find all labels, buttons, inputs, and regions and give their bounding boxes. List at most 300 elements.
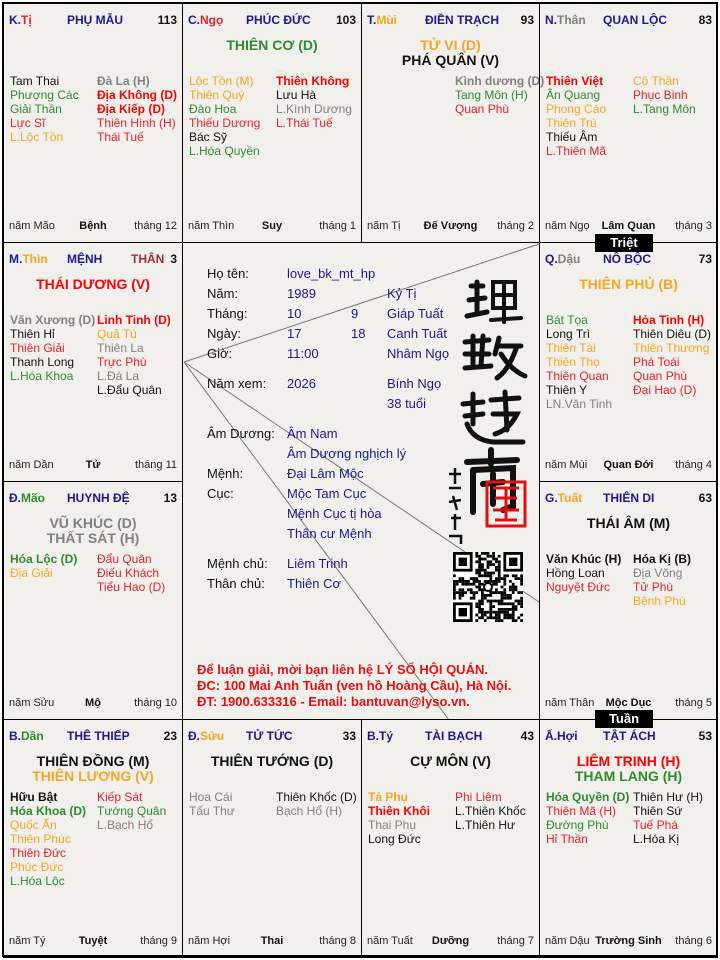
stars-right: [276, 74, 352, 130]
palace-5[interactable]: [3, 242, 183, 482]
star: Đường Phù: [546, 818, 609, 832]
main-star: CỰ MÔN (V): [410, 753, 491, 769]
star: Quan Phù: [455, 102, 510, 116]
palace-header: [188, 13, 356, 27]
day-lunar: 18: [351, 326, 366, 341]
palace-stem: T.: [367, 13, 377, 27]
stars-right: [633, 74, 696, 116]
palace-phase: Mộc Dục: [605, 697, 652, 709]
star: Hóa Kị (B): [633, 552, 691, 566]
palace-age: 103: [335, 13, 356, 27]
stars-right: [455, 74, 544, 116]
palace-footer: [188, 220, 356, 234]
palace-age: 53: [698, 729, 712, 743]
star: Bát Tọa: [546, 313, 588, 327]
name-label: Họ tên:: [207, 266, 249, 281]
palace-header: [545, 252, 712, 266]
main-stars: [183, 754, 361, 769]
than-chu-label: Thân chủ:: [207, 576, 265, 591]
star: Bệnh Phù: [633, 594, 686, 608]
star: Thiên Giải: [10, 341, 65, 355]
star: Quan Phù: [633, 369, 688, 383]
star: Lực Sĩ: [10, 116, 46, 130]
month-can-chi: Giáp Tuất: [387, 306, 444, 321]
palace-phase: Tuyệt: [78, 935, 108, 947]
star: Tang Môn (H): [455, 88, 528, 102]
star: Thiên Hỉ: [10, 327, 55, 341]
palace-branch: Dậu: [557, 252, 581, 266]
palace-7[interactable]: [3, 481, 183, 720]
palace-name: THIÊN DI: [603, 491, 655, 505]
stars-left: [189, 74, 260, 158]
stars-right: [276, 790, 357, 818]
palace-name: THÊ THIẾP: [67, 729, 130, 743]
star: Thiên Thọ: [546, 355, 600, 369]
palace-year: năm Mão: [9, 220, 55, 232]
hour-label: Giờ:: [207, 346, 233, 361]
palace-header: [9, 13, 177, 27]
star: Thái Tuế: [97, 130, 144, 144]
palace-header: [188, 729, 356, 743]
than-marker: THÂN: [131, 252, 165, 266]
star: Giải Thần: [10, 102, 62, 116]
main-stars: [4, 516, 182, 546]
star: Bác Sỹ: [189, 130, 228, 144]
star: Hữu Bật: [10, 790, 58, 804]
view-year-label: Năm xem:: [207, 376, 267, 391]
palace-phase: Bệnh: [79, 220, 107, 232]
palace-year: năm Thân: [545, 697, 595, 709]
palace-branch: Tý: [379, 729, 394, 743]
palace-age: 23: [163, 729, 177, 743]
star: Điếu Khách: [97, 566, 160, 580]
star: L.Hóa Quyền: [189, 144, 260, 158]
star: L.Bạch Hổ: [97, 818, 154, 832]
star: Tử Phù: [633, 580, 674, 594]
main-stars: [362, 754, 539, 769]
am-duong-note: Âm Dương nghịch lý: [287, 446, 407, 461]
day-can-chi: Canh Tuất: [387, 326, 447, 341]
palace-header: [545, 729, 712, 743]
palace-name: MỆNH: [67, 252, 103, 266]
main-star: PHÁ QUÂN (V): [401, 52, 500, 68]
palace-year: năm Sửu: [9, 697, 55, 709]
palace-age: 13: [163, 491, 177, 505]
palace-8[interactable]: [539, 481, 718, 720]
palace-footer: [9, 697, 177, 711]
palace-name: NÔ BỘC: [603, 252, 651, 266]
am-duong-label: Âm Dương:: [207, 426, 275, 441]
star: Tấu Thư: [189, 804, 235, 818]
palace-month: tháng 8: [319, 935, 356, 947]
star: Hỏa Tinh (H): [633, 313, 705, 327]
star: Hóa Khoa (D): [10, 804, 86, 818]
palace-age: 83: [698, 13, 712, 27]
star: L.Kình Dương: [276, 102, 352, 116]
star: LN.Văn Tinh: [546, 397, 613, 411]
stars-right: [97, 552, 165, 594]
palace-stem: B.: [367, 729, 379, 743]
star: Thiên Quan: [546, 369, 609, 383]
palace-phase: Trường Sinh: [595, 935, 662, 947]
star: Quốc Ấn: [10, 818, 57, 832]
star: Cô Thần: [633, 74, 679, 88]
star: Lưu Hà: [276, 88, 317, 102]
star: Thiên Diêu (D): [633, 327, 712, 341]
cuc-value: Mộc Tam Cục: [287, 486, 367, 501]
star: Địa Giải: [10, 566, 53, 580]
palace-name: HUYNH ĐỆ: [67, 491, 130, 505]
palace-month: tháng 12: [134, 220, 177, 232]
palace-branch: Tị: [21, 13, 32, 27]
star: Phượng Các: [10, 88, 79, 102]
palace-footer: [545, 935, 712, 949]
view-year-value: 2026: [287, 376, 316, 391]
stars-left: [10, 74, 79, 144]
palace-footer: [545, 459, 712, 473]
palace-footer: [9, 220, 177, 234]
main-star: THIÊN CƠ (D): [226, 37, 318, 53]
palace-month: tháng 11: [134, 459, 177, 471]
palace-month: tháng 2: [497, 220, 534, 232]
palace-phase: Mộ: [85, 697, 101, 709]
palace-3[interactable]: [361, 3, 545, 243]
star: Thanh Long: [10, 355, 75, 369]
main-star: THÁI DƯƠNG (V): [36, 276, 150, 292]
cuc-label: Cục:: [207, 486, 234, 501]
main-stars: [540, 277, 717, 292]
palace-age: 93: [520, 13, 534, 27]
main-star: LIÊM TRINH (H): [576, 753, 681, 769]
star: Tam Thai: [10, 74, 60, 88]
palace-header: [545, 491, 712, 505]
palace-header: [9, 729, 177, 743]
day-label: Ngày:: [207, 326, 241, 341]
palace-branch: Mùi: [376, 13, 398, 27]
palace-footer: [367, 935, 534, 949]
star: Thiên Hình (H): [97, 116, 176, 130]
stars-left: [368, 790, 430, 846]
star: Trực Phù: [97, 355, 147, 369]
palace-phase: Lâm Quan: [601, 220, 656, 232]
palace-stem: Đ.: [188, 729, 200, 743]
palace-9[interactable]: [3, 719, 183, 958]
month-value: 10: [287, 306, 302, 321]
star: Kình dương (D): [455, 74, 545, 88]
stars-right: [633, 790, 703, 846]
palace-year: năm Thìn: [188, 220, 235, 232]
star: Đại Hao (D): [633, 383, 697, 397]
palace-month: tháng 6: [675, 935, 712, 947]
star: Thiếu Âm: [546, 130, 598, 144]
menh-label: Mệnh:: [207, 466, 244, 481]
month-lunar: 9: [351, 306, 359, 321]
hour-value: 11:00: [287, 346, 319, 361]
stars-right: [455, 790, 526, 832]
palace-footer: [545, 220, 712, 234]
palace-branch: Sửu: [200, 729, 225, 743]
palace-stem: G.: [545, 491, 558, 505]
star: Văn Xương (D): [10, 313, 96, 327]
palace-year: năm Tị: [367, 220, 401, 232]
star: Tướng Quân: [97, 804, 167, 818]
palace-branch: Thìn: [22, 252, 48, 266]
main-star: THẤT SÁT (H): [46, 530, 140, 546]
menh-chu-label: Mệnh chủ:: [207, 556, 268, 571]
contact-line-1: Để luận giải, mời bạn liên hệ LÝ SỐ HỘI QUÁN.: [197, 662, 488, 677]
month-label: Tháng:: [207, 306, 248, 321]
palace-stem: Ấ.: [545, 729, 557, 743]
star: Thiên Tài: [546, 341, 596, 355]
star: Thiên Việt: [546, 74, 604, 88]
stars-right: [97, 74, 177, 144]
palace-stem: C.: [188, 13, 200, 27]
star: Phi Liêm: [455, 790, 502, 804]
main-star: THIÊN ĐỒNG (M): [36, 753, 150, 769]
palace-age: 73: [698, 252, 712, 266]
palace-footer: [9, 935, 177, 949]
palace-header: [545, 13, 712, 27]
star: Phá Toái: [633, 355, 680, 369]
triet-marker: Triệt: [595, 234, 653, 252]
star: Long Trì: [546, 327, 591, 341]
palace-year: năm Tý: [9, 935, 46, 947]
palace-stem: B.: [9, 729, 21, 743]
palace-branch: Thân: [557, 13, 586, 27]
palace-month: tháng 7: [497, 935, 534, 947]
star: Tả Phụ: [368, 790, 409, 804]
star: L.Thái Tuế: [276, 116, 333, 130]
palace-4[interactable]: [539, 3, 718, 243]
palace-1[interactable]: [3, 3, 183, 243]
star: Thiên Khôi: [368, 804, 430, 818]
stars-left: [546, 790, 629, 846]
star: Thiên Sứ: [633, 804, 683, 818]
palace-footer: [367, 220, 534, 234]
palace-stem: K.: [9, 13, 21, 27]
palace-age: 113: [157, 13, 177, 27]
palace-name: ĐIỀN TRẠCH: [425, 13, 499, 27]
qr-code[interactable]: [453, 552, 523, 622]
day-value: 17: [287, 326, 302, 341]
star: Thiên Đức: [10, 846, 67, 860]
chart-info-panel: [185, 244, 541, 720]
palace-month: tháng 1: [319, 220, 356, 232]
palace-branch: Mão: [21, 491, 45, 505]
stars-left: [10, 790, 86, 888]
star: L.Đẩu Quân: [97, 383, 162, 397]
star: L.Hóa Khoa: [10, 369, 74, 383]
palace-year: năm Dậu: [545, 935, 590, 947]
star: Đà La (H): [97, 74, 150, 88]
palace-stem: Q.: [545, 252, 558, 266]
star: Hóa Quyền (D): [546, 790, 630, 804]
star: Ân Quang: [546, 88, 601, 102]
main-star: THAM LANG (H): [574, 768, 683, 784]
main-stars: [183, 38, 361, 53]
hour-can-chi: Nhâm Ngọ: [387, 346, 450, 361]
palace-header: [9, 491, 177, 505]
palace-year: năm Ngọ: [545, 220, 590, 232]
star: Kiếp Sát: [97, 790, 143, 804]
star: Quả Tú: [97, 327, 137, 341]
am-duong-value: Âm Nam: [287, 426, 338, 441]
star: Văn Khúc (H): [546, 552, 622, 566]
star: L.Hóa Kị: [633, 832, 680, 846]
main-star: VŨ KHÚC (D): [49, 515, 137, 531]
main-star: THÁI ÂM (M): [586, 515, 671, 531]
star: L.Đà La: [97, 369, 140, 383]
palace-name: QUAN LỘC: [603, 13, 667, 27]
main-star: THIÊN LƯƠNG (V): [32, 768, 154, 784]
palace-name: PHỤ MẪU: [67, 13, 123, 27]
palace-year: năm Dần: [9, 459, 54, 471]
palace-phase: Quan Đới: [603, 459, 654, 471]
palace-age: 3: [170, 252, 177, 266]
calligraphy-logo: [443, 274, 533, 544]
tuan-marker: Tuần: [595, 710, 653, 728]
palace-branch: Hợi: [557, 729, 578, 743]
palace-name: PHÚC ĐỨC: [246, 13, 311, 27]
main-stars: [4, 754, 182, 784]
palace-2[interactable]: [182, 3, 362, 243]
palace-month: tháng 9: [140, 935, 177, 947]
star: Địa Kiếp (D): [97, 102, 166, 116]
star: Thiên Mã (H): [546, 804, 617, 818]
palace-stem: Đ.: [9, 491, 21, 505]
star: Thiên Thương: [633, 341, 710, 355]
palace-footer: [9, 459, 177, 473]
star: Long Đức: [368, 832, 421, 846]
palace-header: [9, 252, 177, 266]
star: Phong Cáo: [546, 102, 607, 116]
stars-right: [633, 313, 711, 397]
palace-name: TỬ TỨC: [246, 729, 293, 743]
star: L.Thiên Hư: [455, 818, 516, 832]
stars-left: [546, 74, 606, 158]
main-stars: [4, 277, 182, 292]
menh-chu-value: Liêm Trinh: [287, 556, 348, 571]
palace-month: tháng 3: [675, 220, 712, 232]
star: Phúc Đức: [10, 860, 64, 874]
palace-footer: [188, 935, 356, 949]
star: L.Thiên Mã: [546, 144, 607, 158]
star: Thiên Quý: [189, 88, 245, 102]
palace-stem: N.: [545, 13, 557, 27]
stars-right: [633, 552, 691, 608]
stars-left: [189, 790, 235, 818]
palace-age: 63: [698, 491, 712, 505]
star: Linh Tinh (D): [97, 313, 171, 327]
palace-6[interactable]: [539, 242, 718, 482]
year-label: Năm:: [207, 286, 239, 301]
star: Hồng Loan: [546, 566, 605, 580]
palace-year: năm Tuất: [367, 935, 413, 947]
palace-month: tháng 10: [134, 697, 177, 709]
palace-stem: M.: [9, 252, 23, 266]
cuc-note-1: Mệnh Cục tị hòa: [287, 506, 382, 521]
palace-month: tháng 5: [675, 697, 712, 709]
star: Bạch Hổ (H): [276, 804, 343, 818]
star: Địa Không (D): [97, 88, 177, 102]
stars-right: [97, 790, 166, 832]
main-star: THIÊN TƯỚNG (D): [210, 753, 334, 769]
cuc-note-2: Thân cư Mệnh: [287, 526, 372, 541]
view-year-can-chi: Bính Ngọ: [387, 376, 442, 391]
year-value: 1989: [287, 286, 316, 301]
stars-right: [97, 313, 171, 397]
palace-name: TẬT ÁCH: [603, 729, 656, 743]
star: Thai Phụ: [368, 818, 417, 832]
palace-age: 33: [342, 729, 356, 743]
palace-header: [367, 13, 534, 27]
palace-phase: Thai: [260, 935, 284, 947]
main-stars: [540, 754, 717, 784]
palace-age: 43: [520, 729, 534, 743]
stars-left: [546, 552, 621, 594]
star: Hỉ Thần: [546, 832, 588, 846]
contact-phone-email: ĐT: 1900.633316 - Email: bantuvan@lyso.vn.: [197, 694, 470, 709]
star: Lộc Tồn (M): [189, 74, 254, 88]
palace-footer: [545, 697, 712, 711]
star: Đẩu Quân: [97, 552, 152, 566]
star: Phục Binh: [633, 88, 688, 102]
palace-10[interactable]: [182, 719, 362, 958]
palace-name: TÀI BẠCH: [425, 729, 483, 743]
star: Thiên La: [97, 341, 144, 355]
palace-month: tháng 4: [675, 459, 712, 471]
star: Thiên Khốc (D): [276, 790, 357, 804]
palace-header: [367, 729, 534, 743]
name-value: love_bk_mt_hp: [287, 266, 376, 281]
palace-branch: Dần: [21, 729, 44, 743]
main-star: TỬ VI (D): [420, 37, 481, 53]
palace-phase: Tử: [85, 459, 101, 471]
age-value: 38 tuổi: [387, 396, 427, 411]
palace-branch: Ngọ: [200, 13, 224, 27]
stars-left: [10, 552, 77, 580]
main-stars: [540, 516, 717, 531]
star: Hoa Cái: [189, 790, 233, 804]
star: Thiên Y: [546, 383, 588, 397]
star: Đào Hoa: [189, 102, 237, 116]
menh-value: Đại Lâm Mộc: [287, 466, 364, 481]
palace-11[interactable]: [361, 719, 540, 958]
star: Nguyệt Đức: [546, 580, 611, 594]
stars-left: [10, 313, 95, 383]
palace-year: năm Hợi: [188, 935, 231, 947]
star: Hóa Lộc (D): [10, 552, 78, 566]
star: Tuế Phá: [633, 818, 678, 832]
palace-phase: Dưỡng: [431, 935, 470, 947]
year-can-chi: Kỷ Tị: [387, 286, 417, 301]
star: Thiên Hư (H): [633, 790, 704, 804]
star: L.Hóa Lộc: [10, 874, 65, 888]
palace-phase: Đế Vượng: [423, 220, 478, 232]
star: L.Thiên Khốc: [455, 804, 526, 818]
palace-phase: Suy: [261, 220, 283, 232]
palace-year: năm Mùi: [545, 459, 588, 471]
star: Thiên Trù: [546, 116, 597, 130]
star: Tiểu Hao (D): [97, 580, 166, 594]
star: Thiên Phúc: [10, 832, 71, 846]
palace-12[interactable]: [539, 719, 718, 958]
stars-left: [546, 313, 612, 411]
star: L.Tang Môn: [633, 102, 696, 116]
contact-address: ĐC: 100 Mai Anh Tuấn (ven hồ Hoàng Cầu), Hà Nội.: [197, 678, 512, 693]
star: Thiên Không: [276, 74, 350, 88]
star: Địa Võng: [633, 566, 683, 580]
